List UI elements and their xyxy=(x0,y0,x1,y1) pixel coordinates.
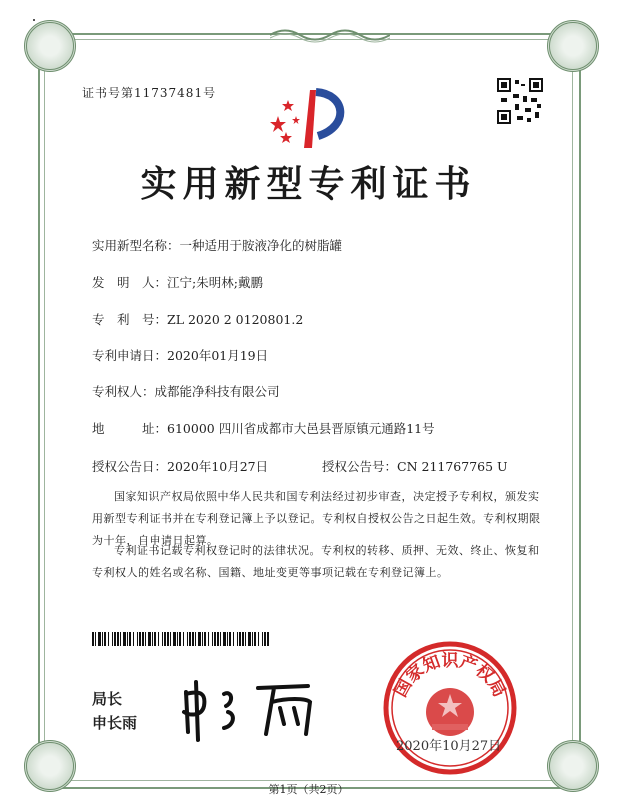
field-label: 实用新型名称： xyxy=(92,238,180,253)
barcode-icon xyxy=(92,632,272,646)
legal-paragraph-2: 专利证书记载专利权登记时的法律状况。专利权的转移、质押、无效、终止、恢复和专利权人的姓名或名称、国籍、地址变更等事项记载在专利登记簿上。 xyxy=(92,544,540,579)
handwritten-signature xyxy=(176,672,326,742)
field-value: 一种适用于胺液净化的树脂罐 xyxy=(179,238,343,253)
field-inventor xyxy=(92,273,263,291)
scan-speck xyxy=(33,19,35,21)
field-value: 610000 四川省成都市大邑县晋原镇元通路11号 xyxy=(167,421,435,436)
corner-ornament-top-left xyxy=(24,20,76,72)
page-number: 第1页（共2页） xyxy=(268,783,349,796)
field-grant-number xyxy=(322,457,508,475)
seal-text: 国家知识产权局 xyxy=(390,651,510,701)
certificate-number: 证书号第11737481号 xyxy=(82,86,217,100)
field-value: 2020年10月27日 xyxy=(167,459,269,474)
corner-ornament-top-right xyxy=(547,20,599,72)
field-utility-model-name xyxy=(92,236,342,254)
field-label: 授权公告号： xyxy=(322,459,398,474)
qr-code-icon xyxy=(497,78,543,124)
field-label: 专利申请日： xyxy=(92,348,168,363)
field-label: 授权公告日： xyxy=(92,459,168,474)
field-value: ZL 2020 2 0120801.2 xyxy=(167,312,304,327)
field-value: CN 211767765 U xyxy=(397,459,508,474)
cnipa-emblem-icon xyxy=(266,86,352,152)
field-grant-date xyxy=(92,457,268,475)
field-value: 成都能净科技有限公司 xyxy=(154,384,280,399)
field-patentee xyxy=(92,382,280,400)
field-patent-number xyxy=(92,310,303,328)
certificate-title: 实用新型专利证书 xyxy=(140,163,477,205)
field-label: 专利权人： xyxy=(92,384,155,399)
field-value: 江宁;朱明林;戴鹏 xyxy=(167,275,263,290)
official-seal xyxy=(380,638,520,778)
field-filing-date xyxy=(92,346,268,364)
seal-date: 2020年10月27日 xyxy=(396,739,502,754)
field-label: 发 明 人： xyxy=(92,275,168,290)
signatory-name: 申长雨 xyxy=(92,714,138,732)
field-label: 地 址： xyxy=(92,421,168,436)
field-value: 2020年01月19日 xyxy=(167,348,269,363)
signatory-role: 局长 xyxy=(92,690,123,708)
top-border-ornament xyxy=(270,26,390,44)
legal-paragraph-1: 国家知识产权局依照中华人民共和国专利法经过初步审查，决定授予专利权，颁发实用新型专利证书并在专利登记簿上予以登记。专利权自授权公告之日起生效。专利权期限为十年，自申请日起算。 xyxy=(92,490,541,547)
field-address xyxy=(92,419,435,437)
field-label: 专 利 号： xyxy=(92,312,168,327)
